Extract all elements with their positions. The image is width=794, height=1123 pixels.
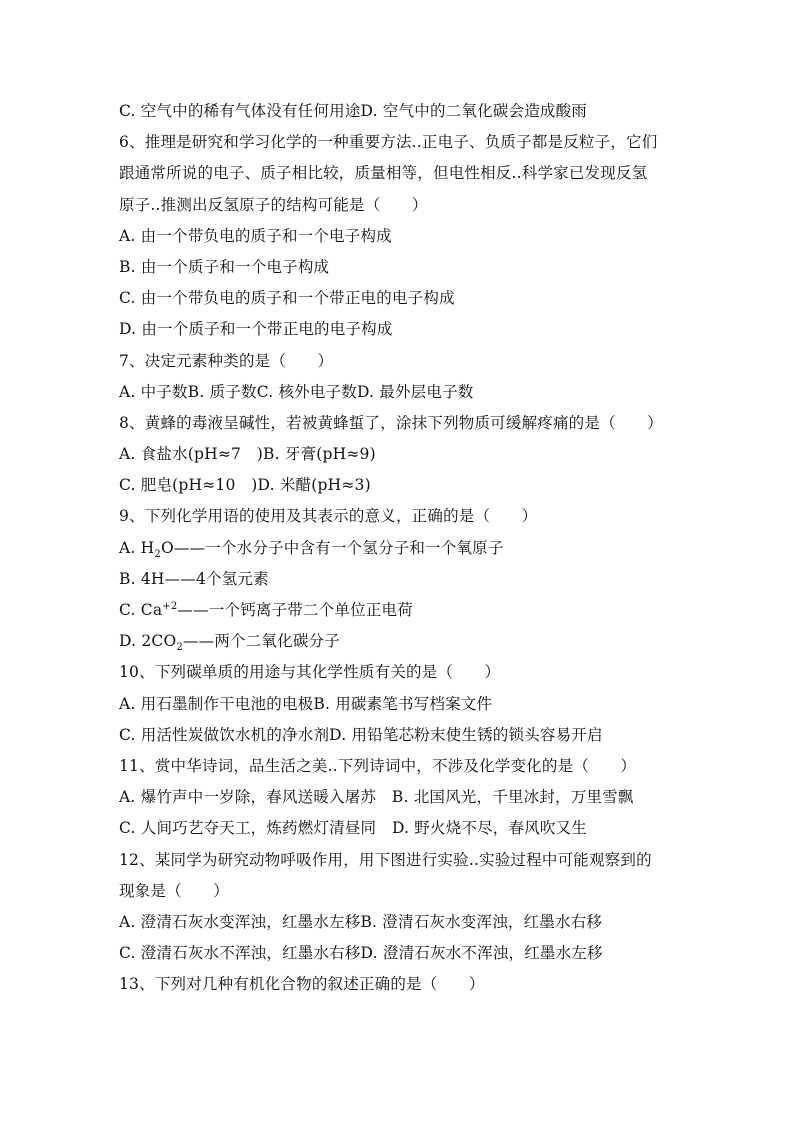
option-line: C. 用活性炭做饮水机的净水剂D. 用铅笔芯粉末使生锈的锁头容易开启	[119, 725, 603, 744]
question-10-stem: 10、下列碳单质的用途与其化学性质有关的是（ ）	[119, 663, 501, 682]
text-line: C. 空气中的稀有气体没有任何用途D. 空气中的二氧化碳会造成酸雨	[119, 102, 587, 120]
formula-superscript: +2	[162, 600, 178, 612]
question-13-stem: 13、下列对几种有机化合物的叙述正确的是（ ）	[119, 975, 485, 994]
option-line: A. 中子数B. 质子数C. 核外电子数D. 最外层电子数	[119, 382, 474, 401]
option-line	[119, 595, 679, 626]
option-line: C. 由一个带负电的质子和一个带正电的电子构成	[119, 289, 455, 308]
formula-meaning: ——一个钙离子带二个单位正电荷	[177, 601, 413, 619]
text-line: 现象是（ ）	[119, 881, 229, 900]
formula-text: A. H	[119, 538, 155, 557]
formula-subscript: 2	[154, 548, 161, 560]
question-8-stem: 8、黄蜂的毒液呈碱性，若被黄蜂蜇了，涂抹下列物质可缓解疼痛的是（ ）	[119, 413, 663, 432]
option-line	[119, 533, 679, 564]
question-12-stem: 12、某同学为研究动物呼吸作用，用下图进行实验..实验过程中可能观察到的	[119, 850, 652, 869]
formula-meaning: O——一个水分子中含有一个氢分子和一个氧原子	[160, 538, 504, 557]
question-11-stem: 11、赏中华诗词，品生活之美..下列诗词中，不涉及化学变化的是（ ）	[119, 756, 637, 775]
option-line: D. 由一个质子和一个带正电的电子构成	[119, 320, 393, 339]
document-body	[119, 96, 679, 1000]
option-line	[119, 626, 679, 657]
formula-text: D. 2CO	[119, 632, 177, 651]
option-line: A. 用石墨制作干电池的电极B. 用碳素笔书写档案文件	[119, 694, 493, 713]
option-line: A. 食盐水(pH≈7 )B. 牙膏(pH≈9)	[119, 445, 376, 464]
option-line: A. 由一个带负电的质子和一个电子构成	[119, 226, 392, 245]
question-6-stem: 6、推理是研究和学习化学的一种重要方法..正电子、负质子都是反粒子，它们	[119, 133, 658, 152]
formula-subscript: 2	[176, 642, 183, 654]
option-line: C. 澄清石灰水不浑浊，红墨水右移D. 澄清石灰水不浑浊，红墨水左移	[119, 944, 603, 963]
question-9-stem: 9、下列化学用语的使用及其表示的意义，正确的是（ ）	[119, 507, 538, 526]
option-line: A. 澄清石灰水变浑浊，红墨水左移B. 澄清石灰水变浑浊，红墨水右移	[119, 912, 603, 931]
text-line: 原子..推测出反氢原子的结构可能是（ ）	[119, 195, 428, 214]
question-7-stem: 7、决定元素种类的是（ ）	[119, 351, 334, 370]
option-line: B. 由一个质子和一个电子构成	[119, 257, 330, 276]
text-line: 跟通常所说的电子、质子相比较，质量相等，但电性相反..科学家已发现反氢	[119, 164, 648, 183]
option-line: C. 人间巧艺夺天工，炼药燃灯清昼同 D. 野火烧不尽，春风吹又生	[119, 819, 587, 838]
formula-meaning: ——两个二氧化碳分子	[182, 632, 340, 651]
option-line: C. 肥皂(pH≈10 )D. 米醋(pH≈3)	[119, 476, 371, 495]
option-line: A. 爆竹声中一岁除，春风送暖入屠苏 B. 北国风光，千里冰封，万里雪飘	[119, 788, 634, 807]
option-line: B. 4H——4个氢元素	[119, 569, 269, 588]
formula-text: C. Ca	[119, 601, 163, 619]
